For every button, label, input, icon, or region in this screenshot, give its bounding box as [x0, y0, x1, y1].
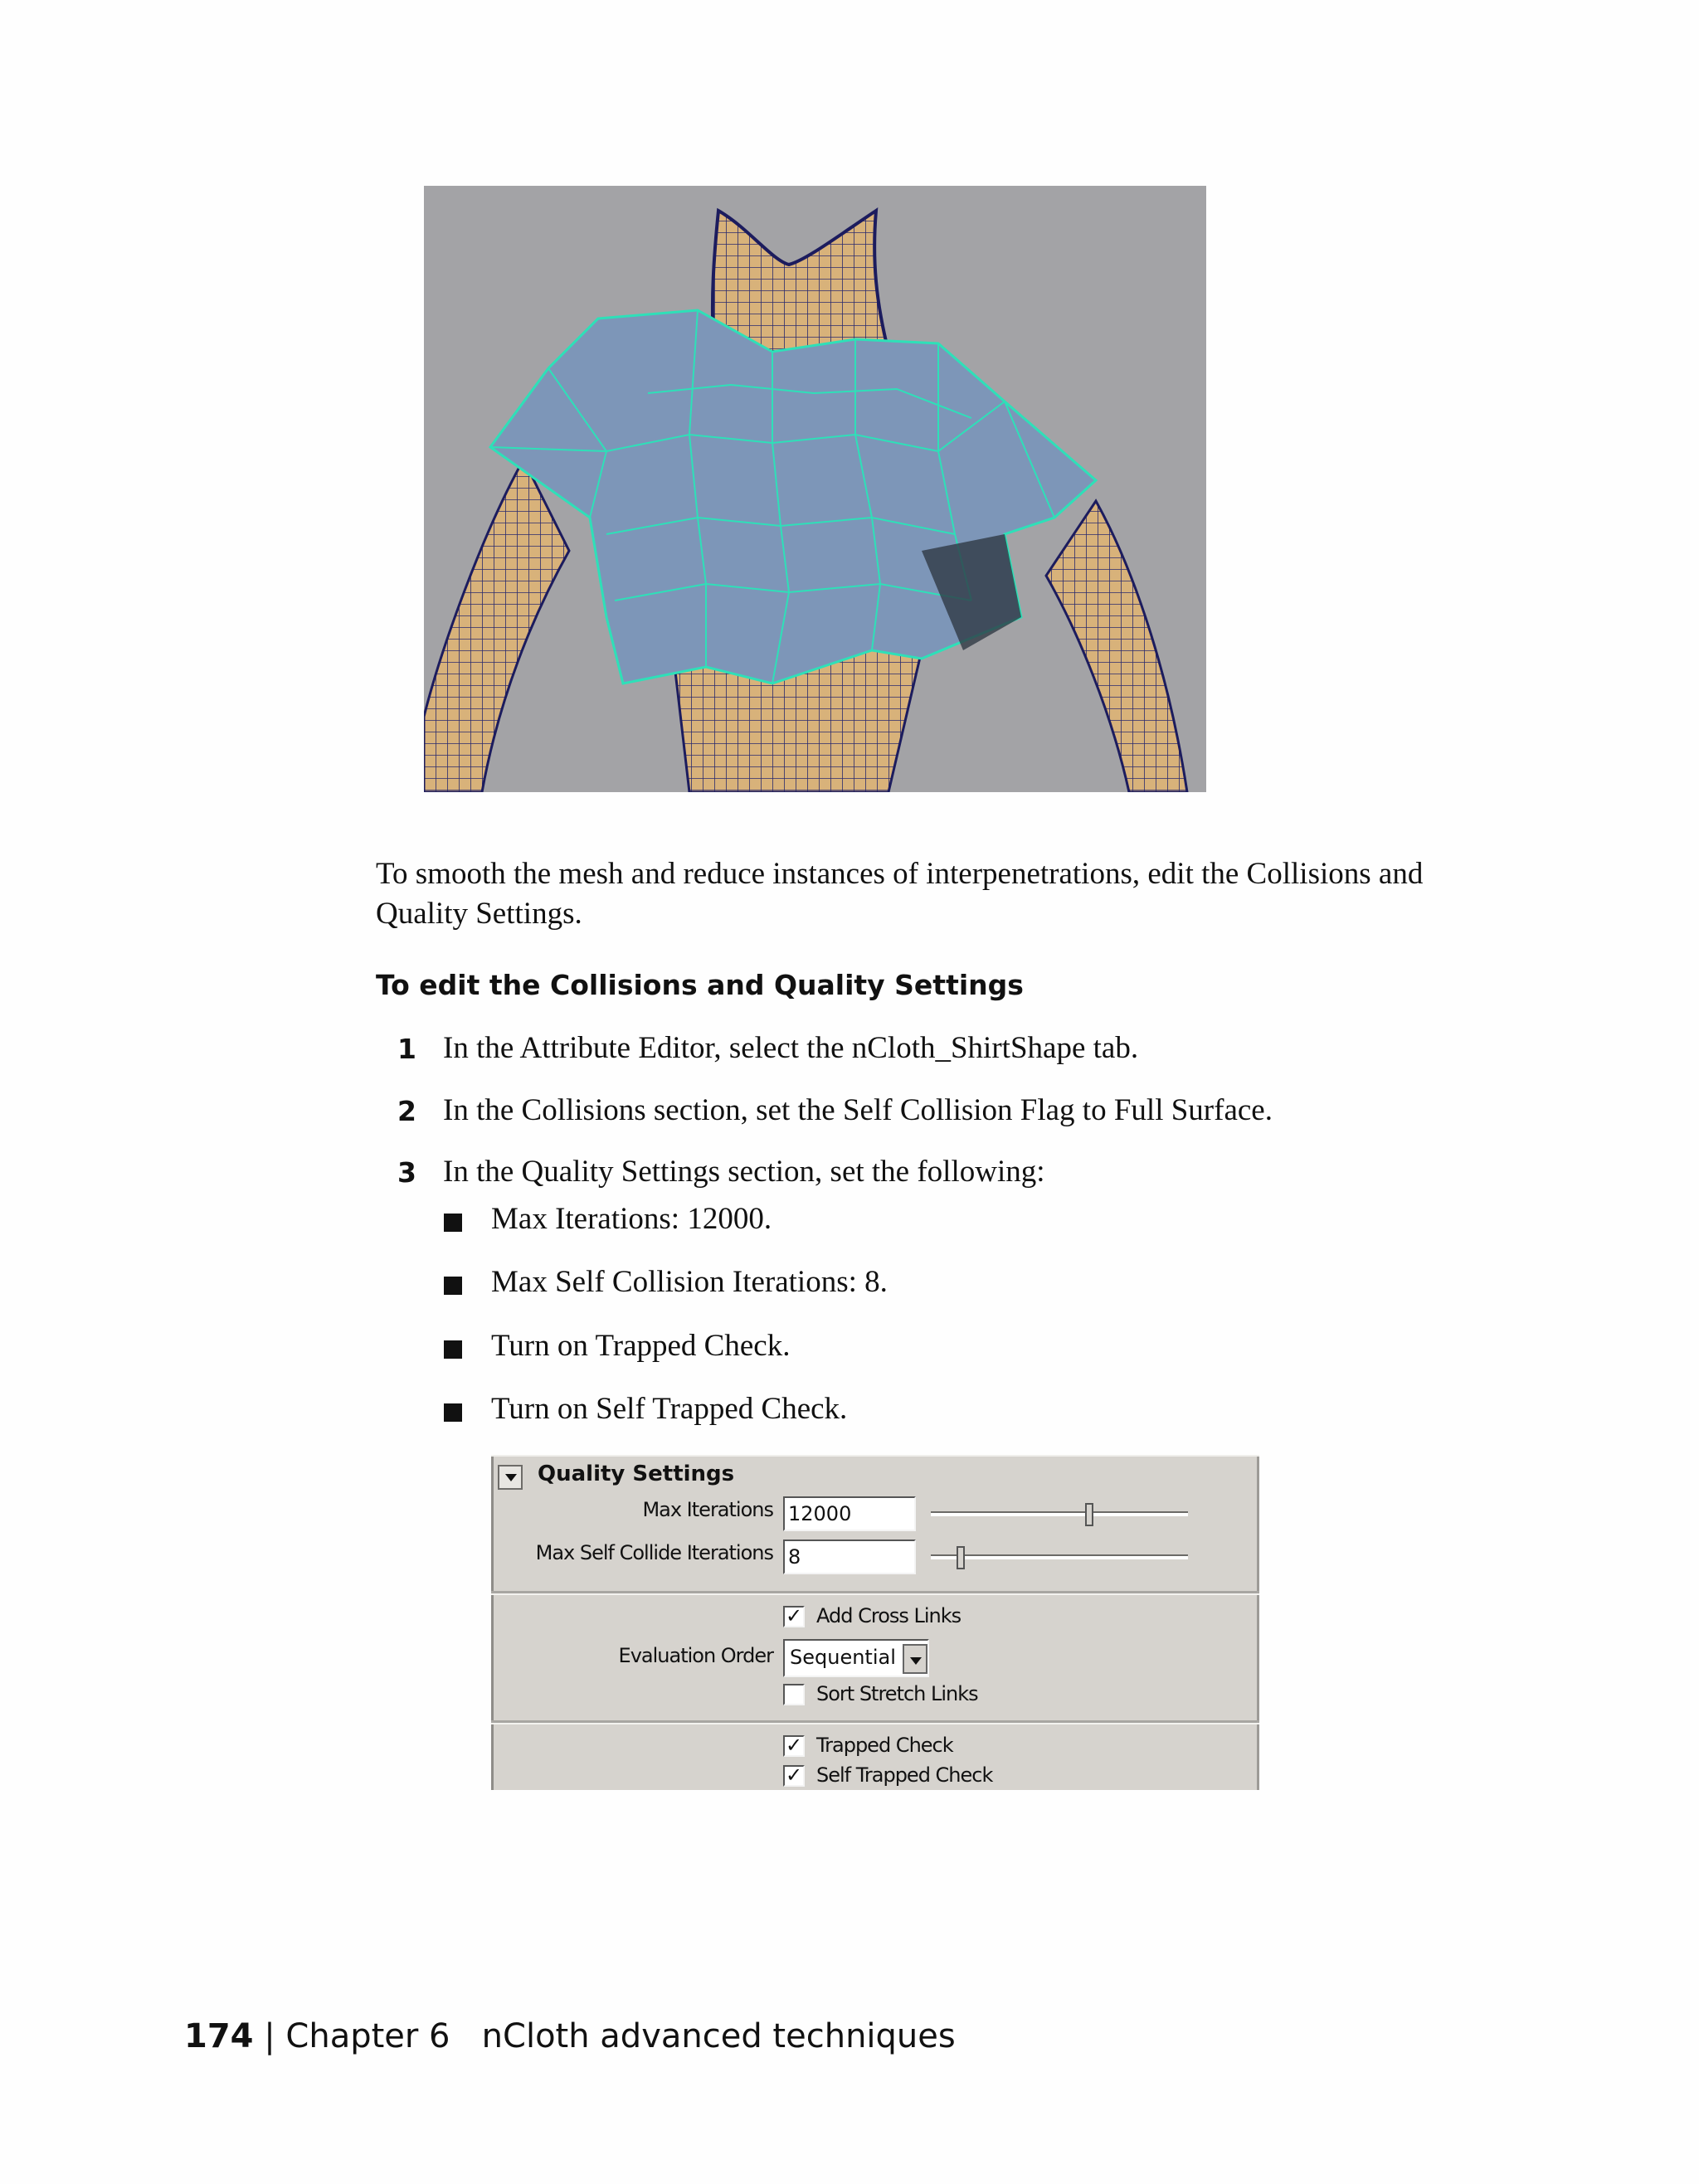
chapter-title: nCloth advanced techniques	[481, 2017, 956, 2055]
quality-settings-panel	[491, 1455, 1259, 1790]
step-text: In the Attribute Editor, select the nCloth_ShirtShape tab.	[443, 1031, 1139, 1065]
panel-edge	[1257, 1457, 1259, 1790]
add-cross-links-checkbox[interactable]	[783, 1606, 805, 1627]
separator	[491, 1591, 1259, 1595]
bullet-square-icon	[444, 1403, 462, 1422]
intro-paragraph: To smooth the mesh and reduce instances of interpenetrations, edit the Collisions and Quality Settings.	[376, 857, 1424, 931]
bullet-square-icon	[444, 1214, 462, 1232]
bullet-text: Max Iterations: 12000.	[491, 1202, 772, 1236]
page-number: 174	[184, 2017, 254, 2055]
max-iterations-label: Max Iterations	[642, 1498, 773, 1521]
max-iterations-field[interactable]: 12000	[783, 1496, 916, 1531]
bullet-text: Max Self Collision Iterations: 8.	[491, 1265, 888, 1299]
max-self-collide-slider-thumb[interactable]	[957, 1546, 965, 1569]
sort-stretch-links-label: Sort Stretch Links	[816, 1682, 978, 1705]
evaluation-order-label: Evaluation Order	[618, 1644, 773, 1667]
separator	[491, 1720, 1259, 1724]
add-cross-links-label: Add Cross Links	[816, 1604, 961, 1627]
step-text: In the Quality Settings section, set the following:	[443, 1155, 1045, 1189]
page-footer	[184, 2017, 956, 2055]
trapped-check-label: Trapped Check	[816, 1734, 953, 1757]
step-number: 2	[397, 1095, 416, 1127]
chevron-down-icon[interactable]	[903, 1644, 927, 1674]
viewport-figure	[424, 186, 1206, 792]
sort-stretch-links-checkbox[interactable]	[783, 1684, 805, 1705]
footer-separator: |	[264, 2017, 275, 2055]
bullet-text: Turn on Self Trapped Check.	[491, 1392, 848, 1426]
step-number: 1	[397, 1033, 416, 1065]
check-mark-icon: ✓	[785, 1604, 803, 1627]
evaluation-order-value: Sequential	[790, 1646, 896, 1669]
self-trapped-check-checkbox[interactable]	[783, 1765, 805, 1787]
trapped-check-checkbox[interactable]	[783, 1735, 805, 1757]
shirt-mesh-illustration	[424, 186, 1206, 792]
step-text: In the Collisions section, set the Self Collision Flag to Full Surface.	[443, 1093, 1273, 1127]
check-mark-icon: ✓	[785, 1734, 803, 1757]
step-number: 3	[397, 1156, 416, 1189]
section-title: Quality Settings	[538, 1462, 735, 1486]
max-iterations-slider[interactable]	[931, 1511, 1188, 1516]
check-mark-icon: ✓	[785, 1763, 803, 1787]
bullet-square-icon	[444, 1277, 462, 1295]
max-self-collide-label: Max Self Collide Iterations	[535, 1541, 773, 1564]
max-self-collide-field[interactable]: 8	[783, 1540, 916, 1574]
bullet-square-icon	[444, 1340, 462, 1359]
collapse-arrow-icon[interactable]	[498, 1465, 523, 1490]
max-self-collide-slider[interactable]	[931, 1554, 1188, 1559]
self-trapped-check-label: Self Trapped Check	[816, 1763, 993, 1787]
chapter-label: Chapter 6	[285, 2017, 450, 2055]
bullet-text: Turn on Trapped Check.	[491, 1329, 791, 1363]
max-iterations-slider-thumb[interactable]	[1085, 1503, 1093, 1526]
procedure-heading: To edit the Collisions and Quality Settings	[376, 969, 1024, 1001]
